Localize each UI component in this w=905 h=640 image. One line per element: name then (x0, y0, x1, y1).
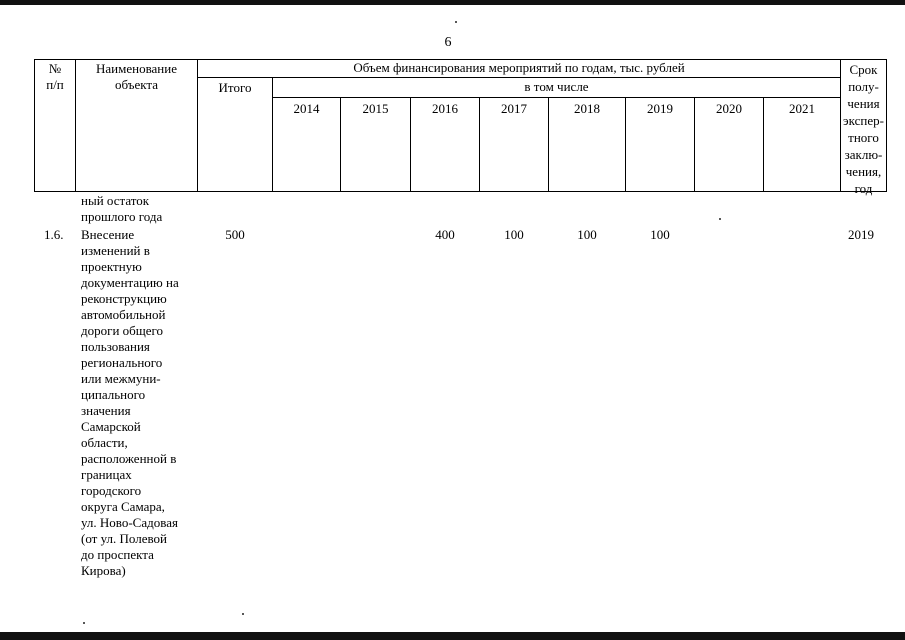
table-rule (34, 191, 886, 192)
header-deadline: Срок полу- чения экспер- тного заклю- чения, год (843, 62, 884, 196)
header-year: 2019 (647, 101, 673, 116)
table-rule (197, 59, 198, 192)
row-2019: 100 (650, 227, 670, 242)
row-object-name: Внесение изменений в проектную документацию на реконструкцию автомобильной дороги общего пользования регионального или межмуни- ципального значения Самарской области, расположенной в границах городского округа Самара, ул. Ново-Садовая (от ул. Полевой до проспекта Кирова) (81, 227, 179, 578)
row-total: 500 (225, 227, 245, 242)
header-no: № п/п (46, 61, 64, 92)
header-year: 2017 (501, 101, 527, 116)
continuation-text: ный остаток прошлого года (81, 193, 163, 224)
table-rule (197, 77, 840, 78)
header-year: 2015 (362, 101, 389, 116)
scan-speck (83, 622, 85, 624)
header-total: Итого (218, 80, 252, 95)
scan-speck (455, 21, 457, 23)
scan-top-border (0, 0, 905, 5)
row-2017: 100 (504, 227, 524, 242)
header-year: 2020 (716, 101, 742, 116)
header-financing: Объем финансирования мероприятий по годам, тыс. рублей (353, 60, 685, 75)
scan-speck (242, 613, 244, 615)
header-name: Наименование объекта (96, 61, 177, 92)
table-rule (886, 59, 887, 192)
page-number: 6 (444, 35, 452, 50)
header-year: 2018 (574, 101, 600, 116)
header-year: 2016 (432, 101, 458, 116)
scan-speck (719, 218, 721, 220)
header-including: в том числе (524, 79, 589, 94)
table-rule (272, 97, 840, 98)
scan-bottom-border (0, 632, 905, 640)
row-number: 1.6. (44, 227, 64, 242)
header-year: 2021 (789, 101, 815, 116)
row-2018: 100 (577, 227, 597, 242)
row-2016: 400 (435, 227, 455, 242)
row-deadline: 2019 (848, 227, 874, 242)
header-year: 2014 (293, 101, 320, 116)
